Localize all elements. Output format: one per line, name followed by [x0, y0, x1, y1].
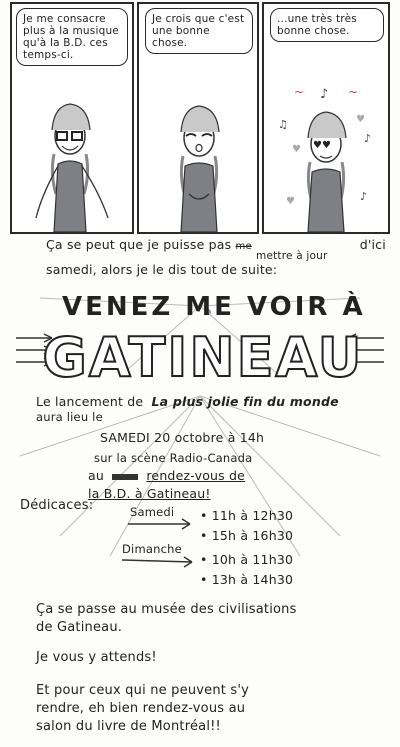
- struck-word: me: [235, 241, 252, 252]
- event-line-3: [88, 468, 245, 483]
- arrow-icon: [126, 518, 196, 530]
- character-drawing: [139, 4, 257, 232]
- comic-strip: [10, 0, 388, 232]
- footer-line-3: Je vous y attends!: [36, 650, 157, 665]
- headline: VENEZ ME VOIR À: [62, 292, 366, 322]
- signing-time: • 15h à 16h30: [200, 528, 294, 543]
- intro-text: Ça se peut que je puisse pas: [46, 237, 232, 252]
- comic-panel-1: [10, 2, 134, 234]
- intro-insert: mettre à jour: [256, 250, 328, 262]
- signings-label: Dédicaces:: [20, 498, 94, 513]
- wavy-mark: ~: [348, 85, 359, 99]
- event-venue: sur la scène Radio-Canada: [94, 451, 253, 465]
- comic-panel-3: [262, 2, 390, 234]
- book-title: La plus jolie fin du monde: [151, 394, 339, 409]
- city-title: [42, 322, 364, 389]
- event-text: au: [88, 468, 104, 483]
- signing-time: • 11h à 12h30: [200, 508, 294, 523]
- heart-eyes-icon: ♥♥: [313, 140, 331, 151]
- event-date: SAMEDI 20 octobre à 14h: [100, 430, 265, 445]
- intro-line-2: samedi, alors je le dis tout de suite:: [46, 262, 278, 277]
- character-drawing: [264, 4, 388, 232]
- event-line-4: la B.D. à Gatineau!: [88, 486, 211, 501]
- signing-time: • 13h à 14h30: [200, 572, 294, 587]
- music-note-icon: ♫: [278, 118, 288, 131]
- footer-line-1: Ça se passe au musée des civilisations: [36, 602, 297, 617]
- footer-line-2: de Gatineau.: [36, 620, 123, 635]
- music-note-icon: ♪: [320, 87, 329, 102]
- signing-day-1: Samedi: [130, 505, 175, 519]
- scribbled-word: [112, 474, 138, 480]
- heart-icon: ♥: [286, 196, 295, 207]
- heart-icon: ♥: [292, 144, 301, 155]
- intro-text: d'ici: [359, 237, 386, 252]
- city-title-text: GATINEAU: [42, 326, 364, 389]
- launch-line-1: [36, 394, 339, 409]
- music-note-icon: ♪: [364, 132, 372, 145]
- comic-panel-2: [137, 2, 259, 234]
- heart-icon: ♥: [356, 114, 365, 125]
- speech-bubble: Je crois que c'est une bonne chose.: [145, 8, 253, 54]
- launch-line-2: aura lieu le: [36, 410, 103, 424]
- intro-line-1: [46, 237, 386, 262]
- event-text: rendez-vous de: [146, 468, 246, 483]
- footer-line-5: rendre, eh bien rendez-vous au: [36, 701, 246, 716]
- music-note-icon: ♪: [360, 190, 368, 203]
- speech-bubble: Je me consacre plus à la musique qu'à la B.D. ces temps-ci.: [16, 8, 128, 66]
- launch-text: Le lancement de: [36, 394, 144, 409]
- character-drawing: [12, 4, 132, 232]
- arrow-icon: [120, 554, 200, 568]
- signing-day-2: Dimanche: [122, 542, 182, 556]
- footer-line-6: salon du livre de Montréal!!: [36, 719, 221, 734]
- speech-bubble: ...une très très bonne chose.: [270, 8, 384, 42]
- signing-time: • 10h à 11h30: [200, 552, 294, 567]
- wavy-mark: ~: [294, 85, 305, 99]
- footer-line-4: Et pour ceux qui ne peuvent s'y: [36, 683, 250, 698]
